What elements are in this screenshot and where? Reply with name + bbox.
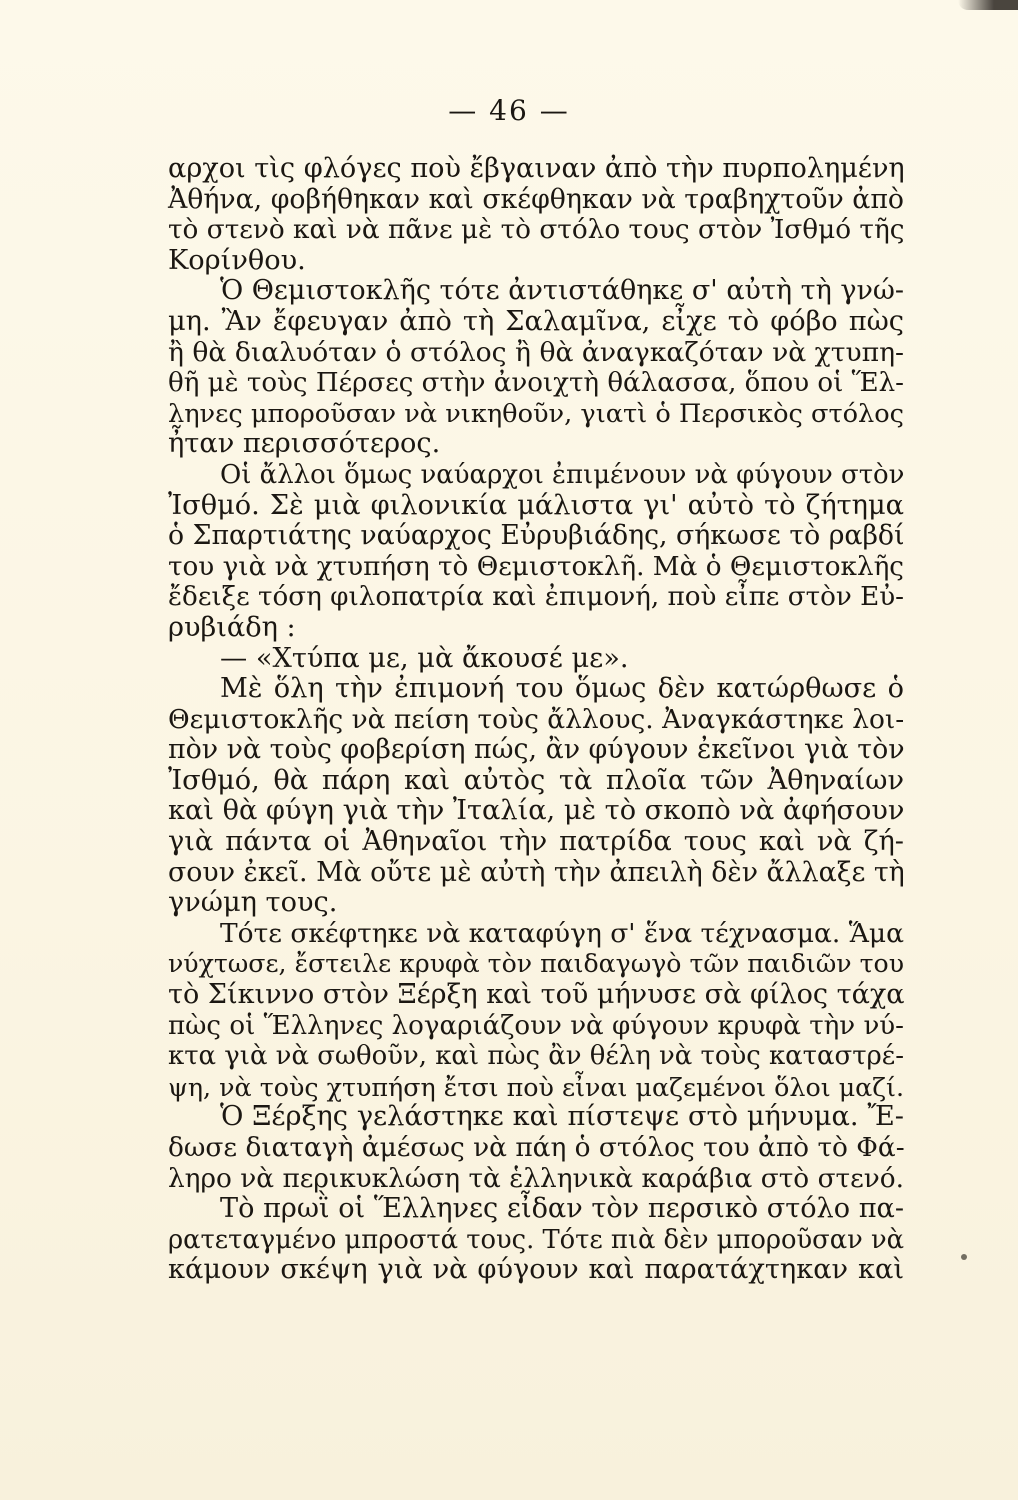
text-line: θῆ μὲ τοὺς Πέρσες στὴν ἀνοιχτὴ θάλασσα, ὅπου οἱ Ἕλ- [168,368,904,399]
text-line: αρχοι τὶς φλόγες ποὺ ἔβγαιναν ἀπὸ τὴν πυρπολημένη [168,153,905,184]
text-line: τὸ στενὸ καὶ νὰ πᾶνε μὲ τὸ στόλο τους στὸν Ἰσθμό τῆς [168,215,905,246]
text-line: ρατεταγμένο μπροστά τους. Τότε πιὰ δὲν μποροῦσαν νὰ [168,1224,904,1255]
print-speck [961,1254,967,1260]
text-line: — «Χτύπα με, μὰ ἄκουσέ με». [220,642,629,674]
page-number: — 46 — [448,94,570,127]
text-line: Ἰσθμό. Σὲ μιὰ φιλονικία μάλιστα γι' αὐτὸ τὸ ζήτημα [168,489,904,521]
text-line: νύχτωσε, ἔστειλε κρυφὰ τὸν παιδαγωγὸ τῶν παιδιῶν του [168,949,904,979]
page-corner-mark [958,0,1018,10]
text-line: ρυβιάδη : [168,611,296,643]
text-line: ἦταν περισσότερος. [168,428,441,460]
text-line: γιὰ πάντα οἱ Ἀθηναῖοι τὴν πατρίδα τους καὶ νὰ ζή- [168,826,904,858]
text-line: Τὸ πρωῒ οἱ Ἕλληνες εἶδαν τὸν περσικὸ στόλο πα- [220,1193,904,1225]
page-body-text [168,154,904,1286]
text-line: Ἀθήνα, φοβήθηκαν καὶ σκέφθηκαν νὰ τραβηχτοῦν ἀπὸ [168,183,904,215]
text-line: ληρο νὰ περικυκλώση τὰ ἑλληνικὰ καράβια στὸ στενό. [168,1163,904,1194]
text-line: ἔδειξε τόση φιλοπατρία καὶ ἐπιμονή, ποὺ εἶπε στὸν Εὐ- [168,582,904,613]
text-line: Κορίνθου. [168,244,306,276]
text-line: δωσε διαταγὴ ἀμέσως νὰ πάη ὁ στόλος του ἀπὸ τὸ Φά- [168,1133,905,1163]
text-line: κάμουν σκέψη γιὰ νὰ φύγουν καὶ παρατάχτηκαν καὶ [168,1254,904,1286]
text-line: Ἰσθμό, θὰ πάρη καὶ αὐτὸς τὰ πλοῖα τῶν Ἀθηναίων [168,764,904,796]
text-line: Ὁ Θεμιστοκλῆς τότε ἀντιστάθηκε σ' αὐτὴ τὴ γνώ- [220,275,905,307]
text-line: του γιὰ νὰ χτυπήση τὸ Θεμιστοκλῆ. Μὰ ὁ Θεμιστοκλῆς [168,551,904,582]
text-line: γνώμη τους. [168,887,338,919]
text-line: Ὁ Ξέρξης γελάστηκε καὶ πίστεψε στὸ μήνυμα. Ἔ- [220,1101,904,1133]
text-line: ψη, νὰ τοὺς χτυπήση ἔτσι ποὺ εἶναι μαζεμένοι ὅλοι μαζί. [168,1071,904,1102]
text-line: κτα γιὰ νὰ σωθοῦν, καὶ πὼς ἂν θέλη νὰ τοὺς καταστρέ- [168,1041,904,1072]
text-line: τὸ Σίκιννο στὸν Ξέρξη καὶ τοῦ μήνυσε σὰ φίλος τάχα [168,979,905,1011]
text-line: πὸν νὰ τοὺς φοβερίση πώς, ἂν φύγουν ἐκεῖνοι γιὰ τὸν [168,734,905,766]
text-line: πὼς οἱ Ἕλληνες λογαριάζουν νὰ φύγουν κρυφὰ τὴν νύ- [168,1010,904,1041]
text-line: Μὲ ὅλη τὴν ἐπιμονή του ὅμως δὲν κατώρθωσε ὁ [220,673,904,705]
text-line: ἢ θὰ διαλυόταν ὁ στόλος ἢ θὰ ἀναγκαζόταν νὰ χτυπη- [168,336,904,368]
text-line: ληνες μποροῦσαν νὰ νικηθοῦν, γιατὶ ὁ Περσικὸς στόλος [168,398,904,429]
text-line: Τότε σκέφτηκε νὰ καταφύγη σ' ἕνα τέχνασμα. Ἅμα [220,917,904,949]
text-line: Θεμιστοκλῆς νὰ πείση τοὺς ἄλλους. Ἀναγκάστηκε λοι- [168,703,905,735]
text-line: ὁ Σπαρτιάτης ναύαρχος Εὐρυβιάδης, σήκωσε τὸ ραβδί [168,520,905,552]
text-line: καὶ θὰ φύγη γιὰ τὴν Ἰταλία, μὲ τὸ σκοπὸ νὰ ἀφήσουν [168,795,905,827]
text-line: σουν ἐκεῖ. Μὰ οὔτε μὲ αὐτὴ τὴν ἀπειλὴ δὲν ἄλλαξε τὴ [168,856,905,888]
text-line: Οἱ ἄλλοι ὅμως ναύαρχοι ἐπιμένουν νὰ φύγουν στὸν [220,459,905,490]
text-line: μη. Ἂν ἔφευγαν ἀπὸ τὴ Σαλαμῖνα, εἶχε τὸ φόβο πὼς [168,305,904,337]
